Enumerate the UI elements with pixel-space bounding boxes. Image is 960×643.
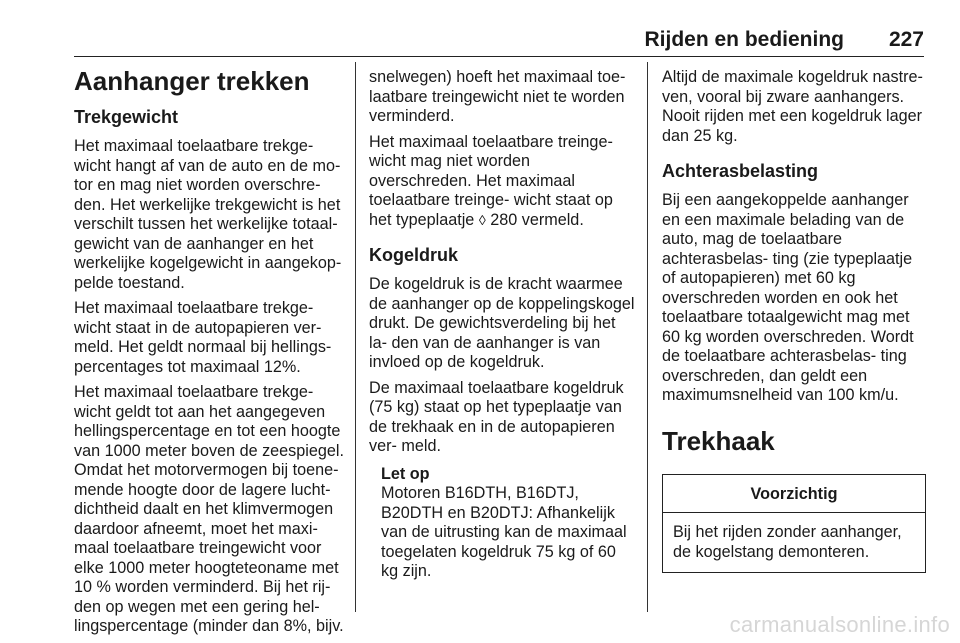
page-reference[interactable]: 280 vermeld. [490, 210, 584, 229]
watermark: carmanualsonline.info [729, 612, 950, 637]
paragraph: Het maximaal toelaatbare trekge- wicht hangt af van de auto en de mo- tor en mag niet worden overschre- den. Het werkelijke trekgewicht is het verschilt tussen het werkelijke totaal- gewicht van de aanhanger en het werkelijke kogelgewicht in aangekop- pelde toestand. [74, 137, 342, 292]
section-title-aanhanger: Aanhanger trekken [74, 66, 310, 96]
paragraph: Altijd de maximale kogeldruk nastre- ven, vooral bij zware aanhangers. Nooit rijden met een kogeldruk lager dan 25 kg. [662, 68, 923, 145]
subheading-achterasbelasting: Achterasbelasting [662, 161, 819, 181]
header-divider [74, 56, 924, 57]
page-header [74, 0, 924, 60]
note-text: Motoren B16DTH, B16DTJ, B20DTH en B20DTJ: Afhankelijk van de uitrusting kan de maximaal toegelaten kogeldruk 75 kg of 60 kg zijn. [381, 484, 627, 580]
column-divider-1 [355, 62, 356, 612]
subheading-kogeldruk: Kogeldruk [369, 245, 459, 265]
column-3 [662, 60, 928, 573]
column-divider-2 [647, 62, 648, 612]
paragraph: De kogeldruk is de kracht waarmee de aanhanger op de koppelingskogel drukt. De gewichtsverdeling bij het la- den van de aanhanger is van invloed op de kogeldruk. [369, 275, 635, 371]
warning-box [662, 474, 926, 574]
note-label: Let op [381, 464, 430, 483]
section-title-trekhaak: Trekhaak [662, 425, 775, 456]
subheading-trekgewicht: Trekgewicht [74, 107, 179, 127]
paragraph: Het maximaal toelaatbare trekge- wicht geldt tot aan het aangegeven hellingspercentage en tot een hoogte van 1000 meter boven de zeespiegel. Omdat het motorvermogen bij toene- mende hoogte door de lagere lucht- dichtheid daalt en het klimvermogen daardoor afneemt, moet het maxi- maal toelaatbare treingewicht voor elke 1000 meter hoogteteoname met 10 % worden verminderd. Bij het rij- den op wegen met een gering hel- lingspercentage (minder dan 8%, bijv. [74, 383, 344, 635]
page-number: 227 [888, 28, 924, 51]
paragraph: De maximaal toelaatbare kogeldruk (75 kg) staat op het typeplaatje van de trekhaak en in de autopapieren ver- meld. [369, 378, 624, 455]
warning-title: Voorzichtig [663, 475, 925, 514]
reference-arrow-icon: ◊ [478, 211, 486, 228]
column-2 [369, 60, 635, 582]
chapter-title: Rijden en bediening [644, 28, 844, 51]
paragraph: snelwegen) hoeft het maximaal toe- laatbare treingewicht niet te worden verminderd. [369, 68, 626, 125]
column-1 [74, 60, 346, 643]
paragraph: Bij een aangekoppelde aanhanger en een maximale belading van de auto, mag de toelaatbare achterasbelas- ting (zie typeplaatje of autopapieren) met 60 kg overschreden worden en ook het toelaatbare totaalgewicht mag met 60 kg worden overschreden. Wordt de toelaatbare achterasbelas- ting overschreden, dan geldt een maximumsnelheid van 100 km/u. [662, 191, 914, 404]
paragraph: Het maximaal toelaatbare treinge- wicht mag niet worden overschreden. Het maximaal toelaatbare treinge- wicht staat op het typeplaatje ◊ 280 vermeld. [369, 132, 613, 229]
note-block [381, 465, 635, 582]
paragraph: Het maximaal toelaatbare trekge- wicht staat in de autopapieren ver- meld. Het geldt normaal bij hellings- percentages tot maximaal 12%. [74, 299, 332, 376]
warning-text: Bij het rijden zonder aanhanger, de kogelstang demonteren. [673, 523, 902, 561]
